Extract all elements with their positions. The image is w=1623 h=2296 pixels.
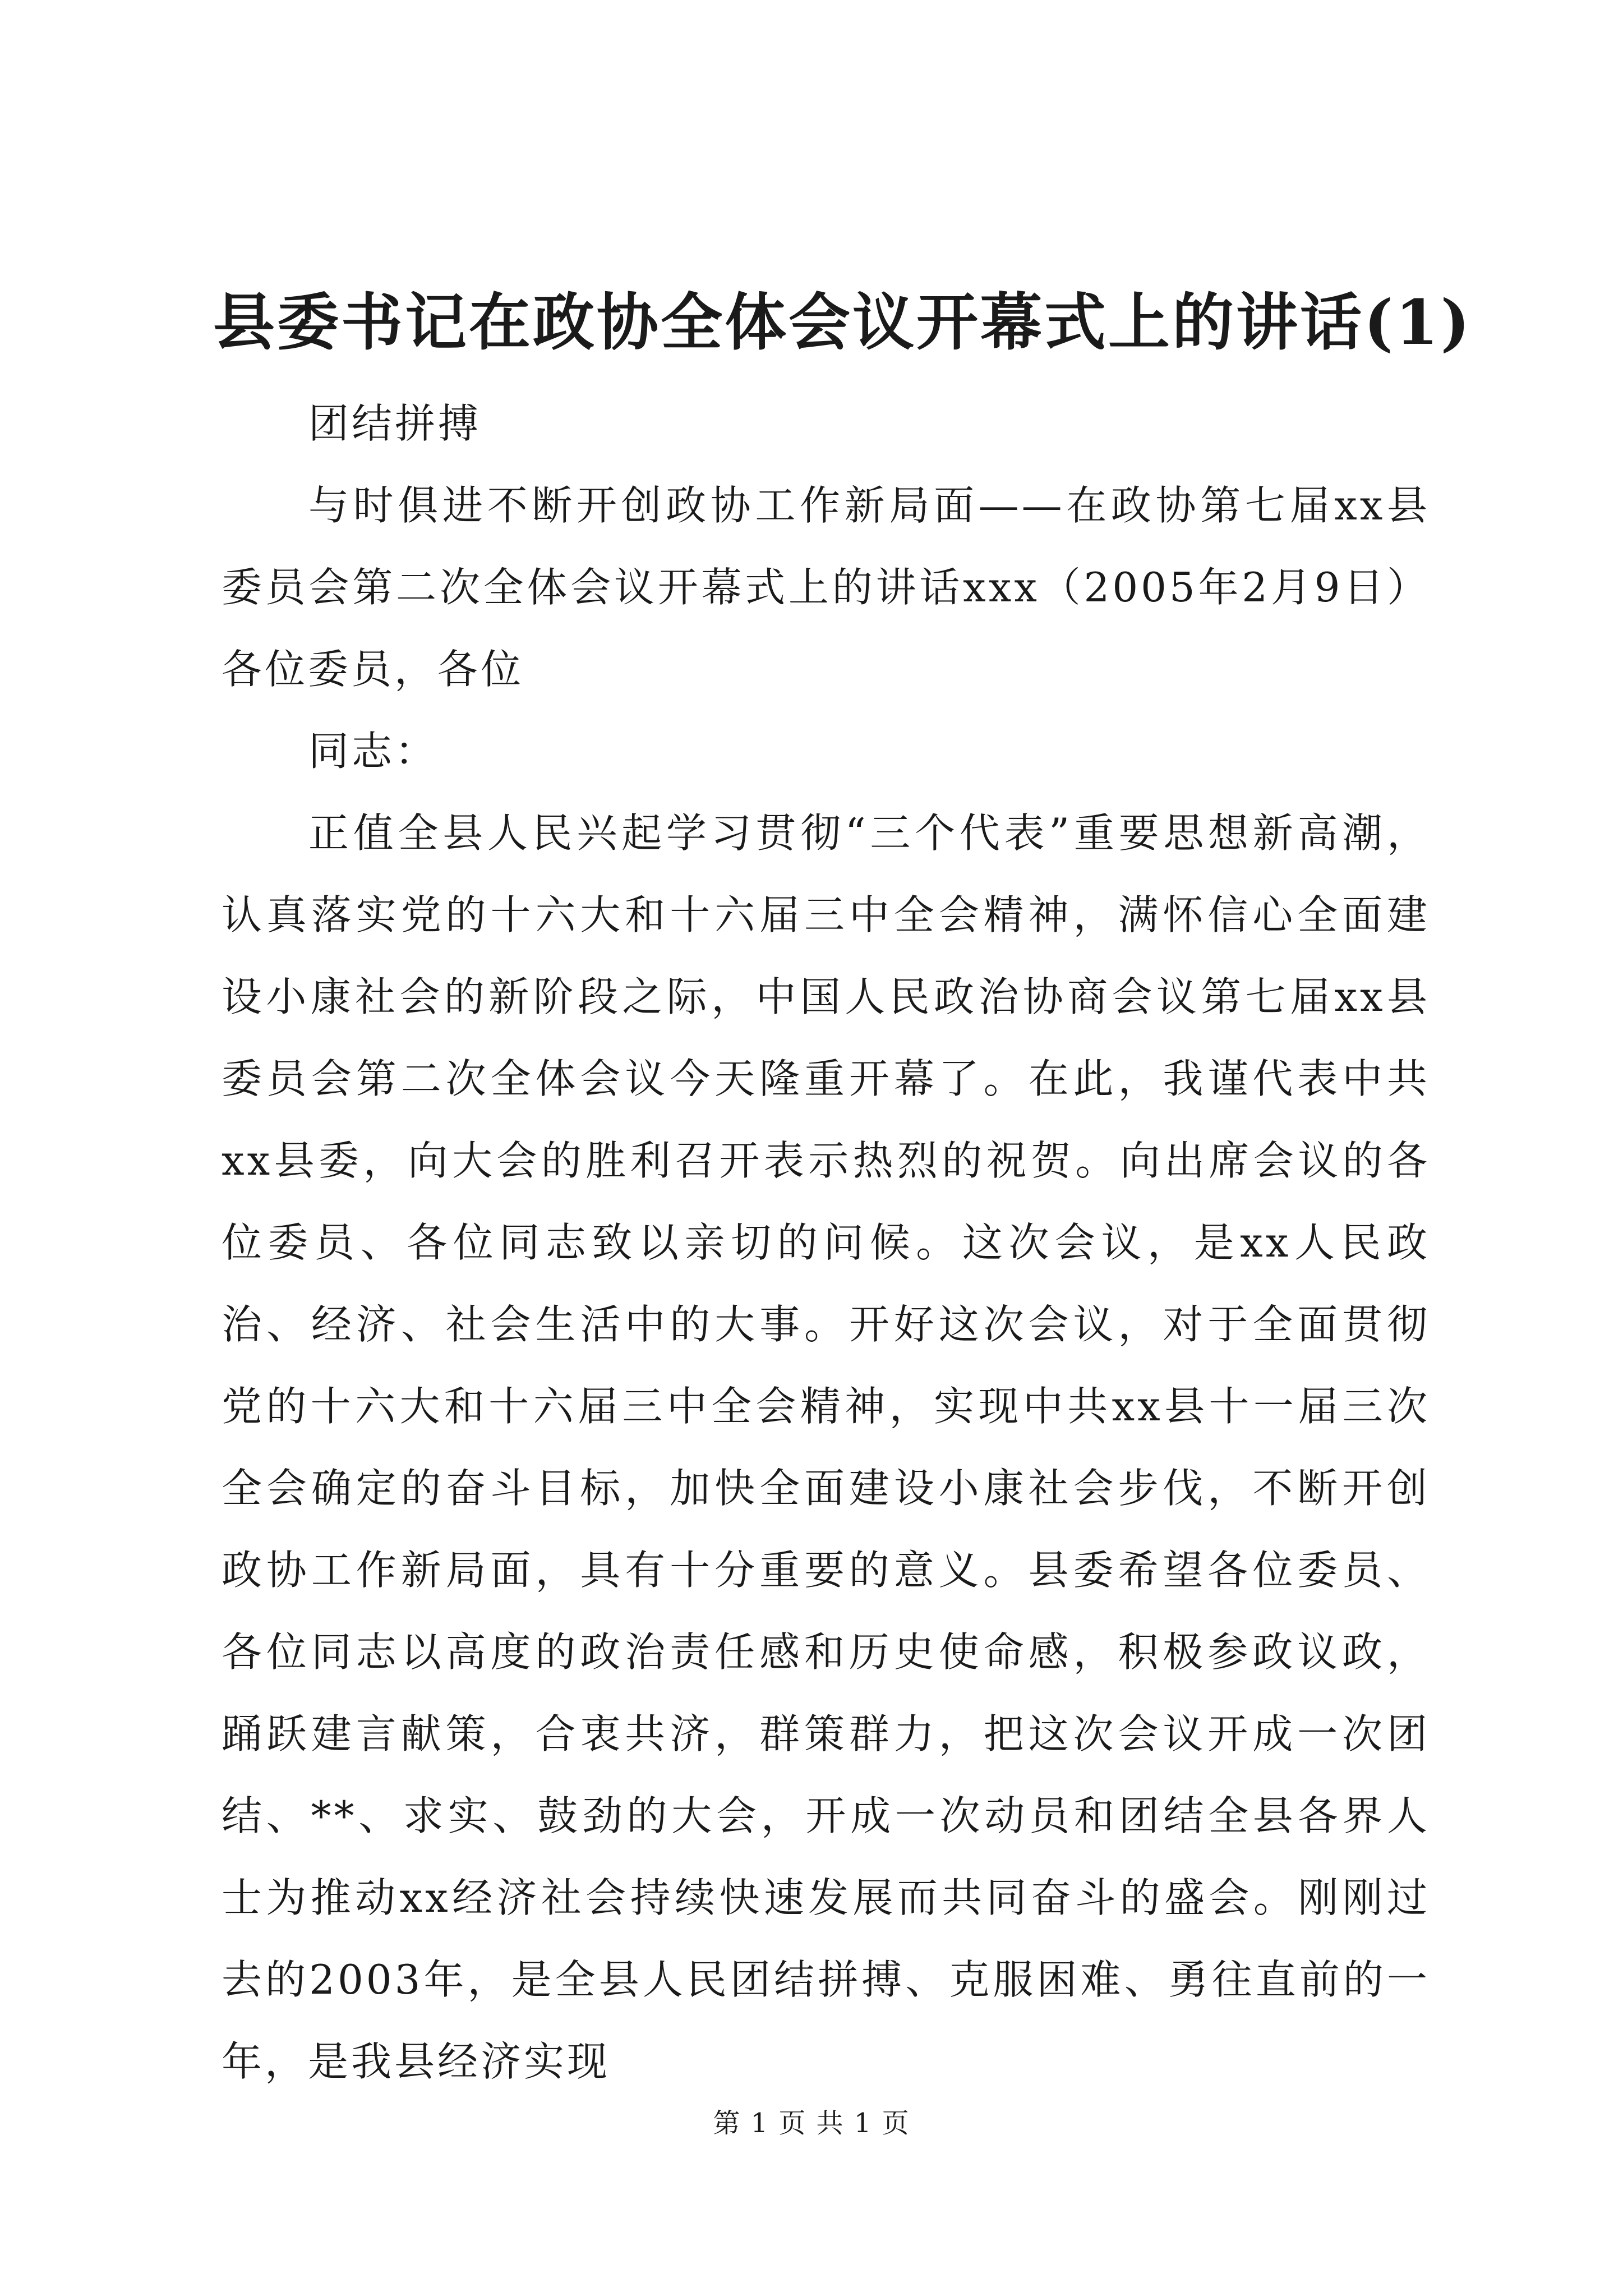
document-body (222, 383, 1430, 2102)
page-title: 县委书记在政协全体会议开幕式上的讲话(1) (213, 286, 1472, 358)
page-footer: 第 1 页 共 1 页 (713, 2108, 910, 2139)
paragraph: 同志： (308, 728, 439, 775)
paragraph: 团结拼搏 (308, 400, 482, 447)
paragraph: 正值全县人民兴起学习贯彻“三个代表”重要思想新高潮，认真落实党的十六大和十六届三中全会精神，满怀信心全面建设小康社会的新阶段之际，中国人民政治协商会议第七届xx县委员会第二次全体会议今天隆重开幕了。在此，我谨代表中共xx县委，向大会的胜利召开表示热烈的祝贺。向出席会议的各位委员、各位同志致以亲切的问候。这次会议，是xx人民政治、经济、社会生活中的大事。开好这次会议，对于全面贯彻党的十六大和十六届三中全会精神，实现中共xx县十一届三次全会确定的奋斗目标，加快全面建设小康社会步伐，不断开创政协工作新局面，具有十分重要的意义。县委希望各位委员、各位同志以高度的政治责任感和历史使命感，积极参政议政，踊跃建言献策，合衷共济，群策群力，把这次会议开成一次团结、**、求实、鼓劲的大会，开成一次动员和团结全县各界人士为推动xx经济社会持续快速发展而共同奋斗的盛会。刚刚过去的2003年，是全县人民团结拼搏、克服困难、勇往直前的一年，是我县经济实现 (222, 809, 1430, 2085)
paragraph: 与时俱进不断开创政协工作新局面——在政协第七届xx县委员会第二次全体会议开幕式上的讲话xxx（2005年2月9日）各位委员，各位 (222, 482, 1430, 693)
